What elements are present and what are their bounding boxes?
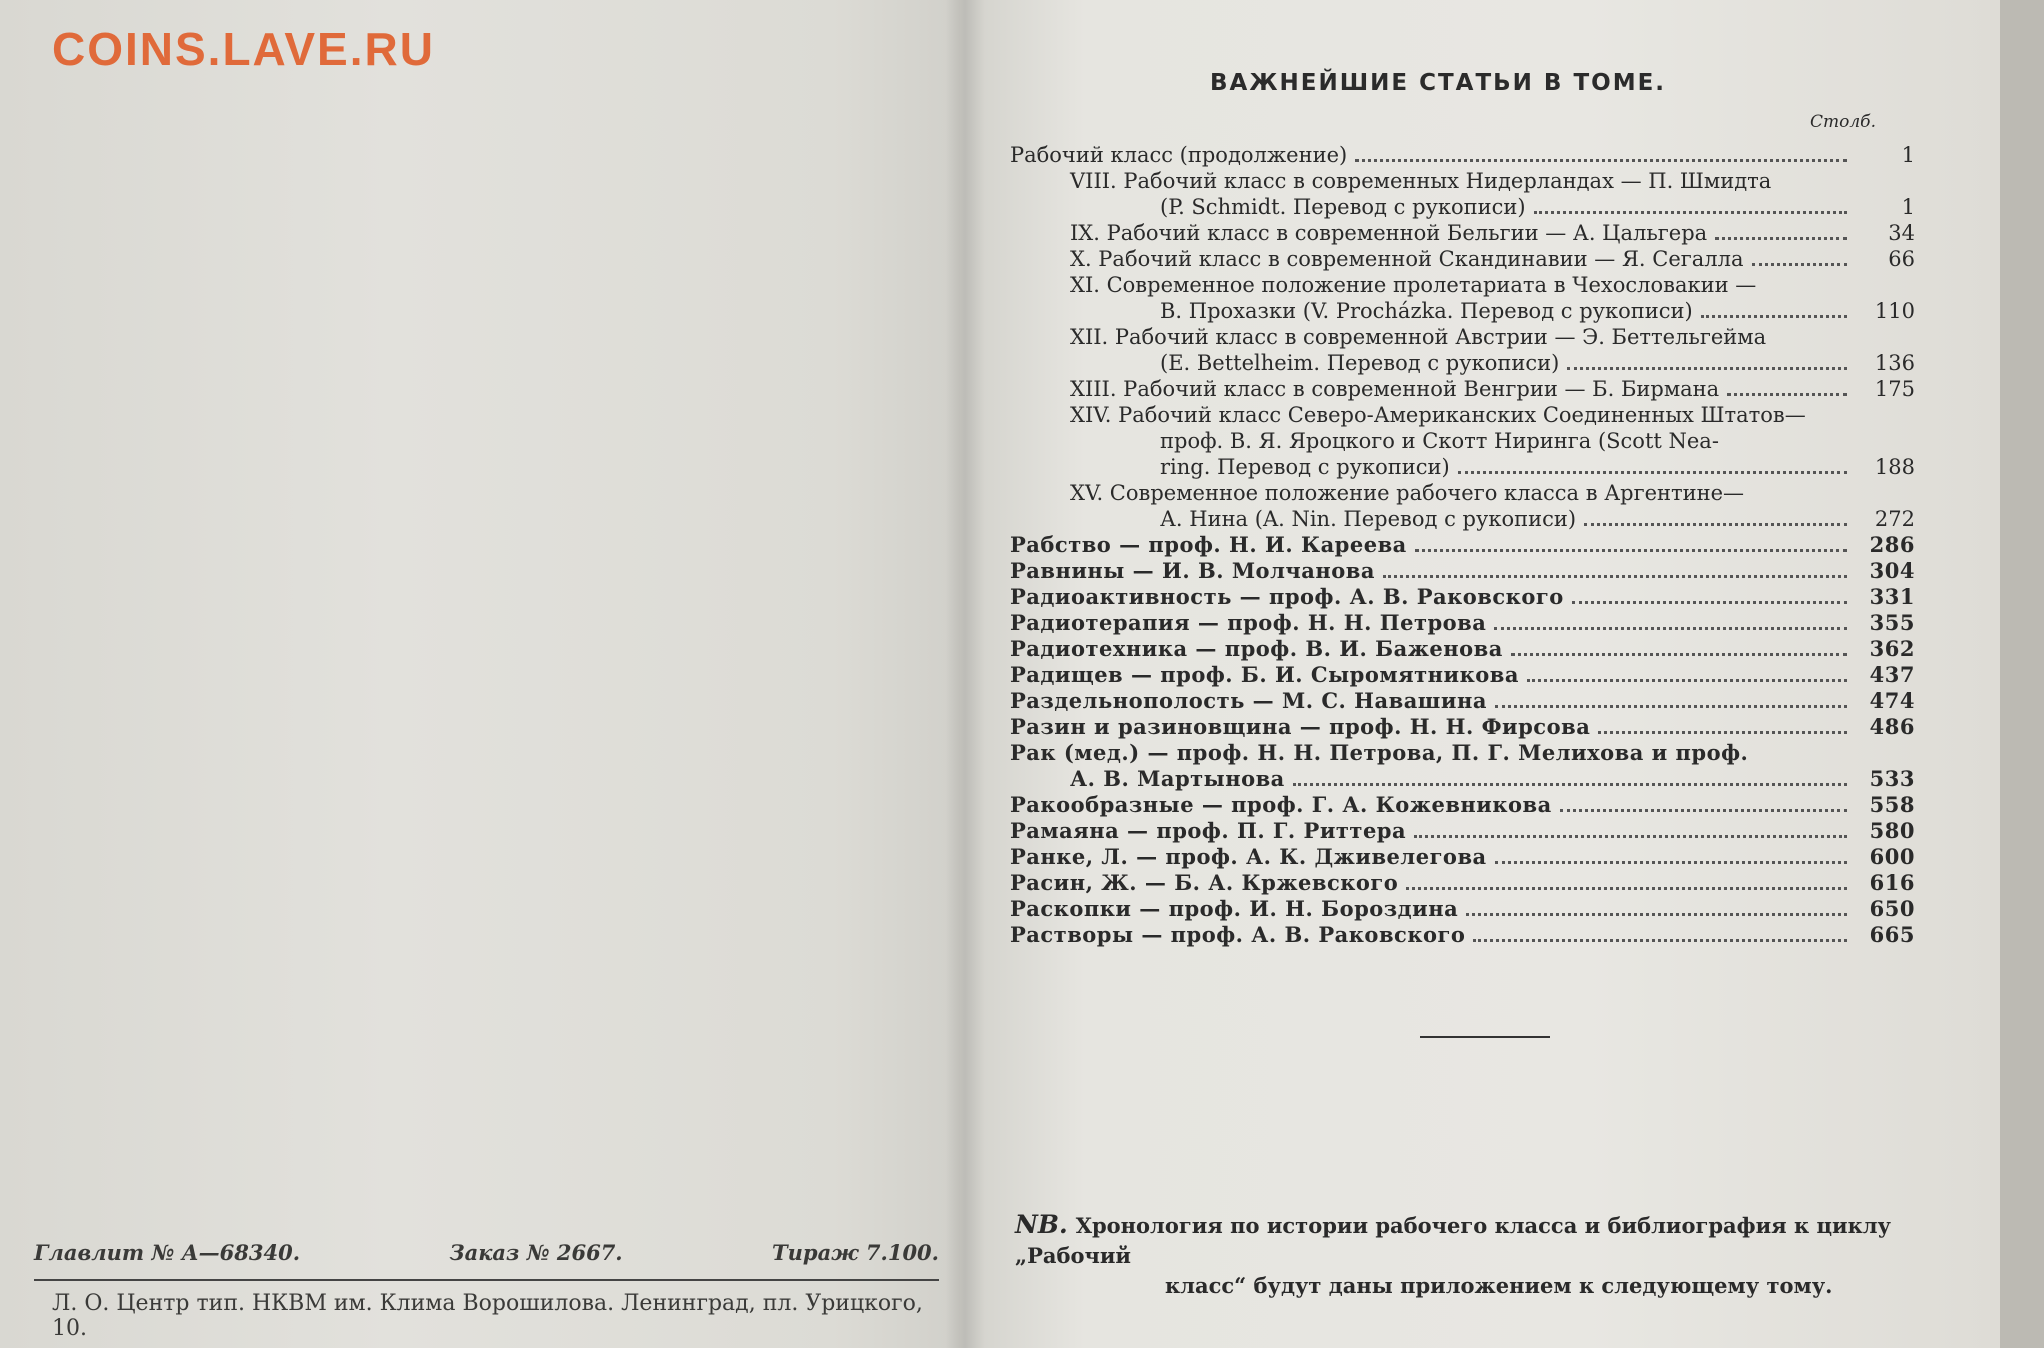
toc-entry-column: 1	[1901, 143, 1915, 167]
leader-dots	[1406, 886, 1847, 890]
toc-entry-text: VIII. Рабочий класс в современных Нидерландах — П. Шмидта	[1070, 169, 1772, 193]
toc-entry	[1010, 454, 1915, 480]
footnote	[1015, 1210, 1940, 1301]
leader-dots	[1584, 522, 1847, 526]
toc-entry	[1010, 870, 1915, 896]
toc-entry-column: 34	[1888, 221, 1915, 245]
toc-entry-column: 331	[1869, 584, 1915, 609]
leader-dots	[1715, 236, 1847, 240]
toc-entry	[1010, 246, 1915, 272]
toc-entry	[1010, 636, 1915, 662]
leader-dots	[1293, 782, 1847, 786]
toc-entry-text: Рамаяна — проф. П. Г. Риттера	[1010, 818, 1407, 843]
toc-entry-text: А. В. Мартынова	[1070, 766, 1285, 791]
toc-entry-text: (E. Bettelheim. Перевод с рукописи)	[1160, 351, 1560, 375]
toc-entry-text: IX. Рабочий класс в современной Бельгии — А. Цальгера	[1070, 221, 1708, 245]
leader-dots	[1701, 314, 1847, 318]
toc-entry	[1010, 532, 1915, 558]
toc-entry	[1010, 558, 1915, 584]
toc-entry	[1010, 272, 1915, 298]
toc-entry-column: 533	[1869, 766, 1915, 791]
toc-entry-column: 580	[1869, 818, 1915, 843]
watermark: COINS.LAVE.RU	[52, 23, 435, 75]
toc-entry	[1010, 194, 1915, 220]
toc-entry-column: 272	[1874, 507, 1915, 531]
left-page	[0, 0, 980, 1348]
toc-entry-column: 437	[1869, 662, 1915, 687]
toc-entry	[1010, 844, 1915, 870]
leader-dots	[1494, 626, 1847, 630]
toc-entry-column: 600	[1869, 844, 1915, 869]
toc-entry	[1010, 740, 1915, 766]
toc-entry-column: 616	[1869, 870, 1915, 895]
toc-entry-text: Расин, Ж. — Б. А. Кржевского	[1010, 870, 1399, 895]
toc-entry-text: проф. В. Я. Яроцкого и Скотт Ниринга (Scott Nea-	[1160, 429, 1719, 453]
toc-entry-text: А. Нина (A. Nin. Перевод с рукописи)	[1160, 507, 1577, 531]
toc-entry-column: 286	[1869, 532, 1915, 557]
toc-entry-text: Ракообразные — проф. Г. А. Кожевникова	[1010, 792, 1552, 817]
toc-entry-column: 110	[1874, 299, 1915, 323]
toc-entry	[1010, 324, 1915, 350]
column-header: Столб.	[1810, 112, 1876, 132]
toc-entry-text: Радиотехника — проф. В. И. Баженова	[1010, 636, 1503, 661]
glavlit-number: Главлит № А—68340.	[34, 1240, 301, 1265]
toc-entry	[1010, 766, 1915, 792]
leader-dots	[1415, 548, 1847, 552]
toc-entry	[1010, 298, 1915, 324]
toc-entry-text: ring. Перевод с рукописи)	[1160, 455, 1450, 479]
toc-entry-column: 188	[1874, 455, 1915, 479]
toc-entry-text: Раскопки — проф. И. Н. Бороздина	[1010, 896, 1459, 921]
toc-entry-text: Рабство — проф. Н. И. Кареева	[1010, 532, 1407, 557]
leader-dots	[1752, 262, 1848, 266]
leader-dots	[1511, 652, 1847, 656]
toc-entry	[1010, 584, 1915, 610]
toc-entry-column: 665	[1869, 922, 1915, 947]
toc-entry	[1010, 818, 1915, 844]
leader-dots	[1534, 210, 1847, 214]
toc-entry-text: Радиотерапия — проф. Н. Н. Петрова	[1010, 610, 1487, 635]
footnote-text-1: Хронология по истории рабочего класса и библиография к циклу „Рабочий	[1015, 1213, 1891, 1268]
toc-entry	[1010, 376, 1915, 402]
toc-entry-text: Равнины — И. В. Молчанова	[1010, 558, 1375, 583]
printer-line: Л. О. Центр тип. НКВМ им. Клима Ворошилова. Ленинград, пл. Урицкого, 10.	[52, 1291, 923, 1341]
leader-dots	[1466, 912, 1847, 916]
leader-dots	[1560, 808, 1847, 812]
page-title: ВАЖНЕЙШИЕ СТАТЬИ В ТОМЕ.	[1210, 70, 1667, 96]
leader-dots	[1473, 938, 1847, 942]
toc-entry	[1010, 506, 1915, 532]
toc-entry	[1010, 922, 1915, 948]
toc-entry-text: Рабочий класс (продолжение)	[1010, 143, 1348, 167]
toc-entry-column: 355	[1869, 610, 1915, 635]
toc-entry	[1010, 896, 1915, 922]
section-divider	[1420, 1036, 1550, 1038]
toc-entry	[1010, 662, 1915, 688]
nota-bene-marker: NB.	[1015, 1210, 1068, 1239]
print-run: Тираж 7.100.	[772, 1240, 939, 1265]
toc-entry-column: 362	[1869, 636, 1915, 661]
toc-entry-column: 650	[1869, 896, 1915, 921]
footnote-line-1	[1015, 1210, 1940, 1271]
toc-entry-text: Радищев — проф. Б. И. Сыромятникова	[1010, 662, 1519, 687]
toc-entry-text: В. Прохазки (V. Procházka. Перевод с рукописи)	[1160, 299, 1693, 323]
toc-entry-text: XII. Рабочий класс в современной Австрии — Э. Беттельгейма	[1070, 325, 1767, 349]
toc-entry-text: Раздельнополость — М. С. Навашина	[1010, 688, 1487, 713]
page-edge	[2000, 0, 2044, 1348]
toc-entry	[1010, 714, 1915, 740]
book-gutter	[945, 0, 985, 1348]
leader-dots	[1727, 392, 1847, 396]
toc-entry	[1010, 428, 1915, 454]
toc-entry-text: Разин и разиновщина — проф. Н. Н. Фирсова	[1010, 714, 1591, 739]
imprint	[34, 1240, 939, 1341]
leader-dots	[1458, 470, 1847, 474]
toc-entry	[1010, 688, 1915, 714]
leader-dots	[1414, 834, 1847, 838]
toc-entry	[1010, 142, 1915, 168]
toc-entry-text: XIV. Рабочий класс Северо-Американских Соединенных Штатов—	[1070, 403, 1806, 427]
leader-dots	[1495, 860, 1847, 864]
imprint-divider	[34, 1279, 939, 1281]
leader-dots	[1572, 600, 1847, 604]
toc-entry-text: Радиоактивность — проф. А. В. Раковского	[1010, 584, 1564, 609]
leader-dots	[1383, 574, 1847, 578]
toc-entry-column: 1	[1901, 195, 1915, 219]
table-of-contents	[1010, 142, 1915, 948]
toc-entry-column: 175	[1874, 377, 1915, 401]
toc-entry	[1010, 168, 1915, 194]
toc-entry-text: Ранке, Л. — проф. А. К. Дживелегова	[1010, 844, 1487, 869]
toc-entry-text: XV. Современное положение рабочего класса в Аргентине—	[1070, 481, 1745, 505]
toc-entry-text: Растворы — проф. А. В. Раковского	[1010, 922, 1466, 947]
toc-entry-column: 474	[1869, 688, 1915, 713]
leader-dots	[1567, 366, 1847, 370]
order-number: Заказ № 2667.	[449, 1240, 623, 1265]
toc-entry	[1010, 480, 1915, 506]
toc-entry-column: 66	[1888, 247, 1915, 271]
toc-entry-text: (P. Schmidt. Перевод с рукописи)	[1160, 195, 1526, 219]
imprint-row	[34, 1240, 939, 1265]
toc-entry-text: XIII. Рабочий класс в современной Венгрии — Б. Бирмана	[1070, 377, 1720, 401]
toc-entry	[1010, 220, 1915, 246]
toc-entry-column: 304	[1869, 558, 1915, 583]
leader-dots	[1355, 158, 1847, 162]
toc-entry	[1010, 402, 1915, 428]
toc-entry-text: XI. Современное положение пролетариата в Чехословакии —	[1070, 273, 1757, 297]
footnote-text-2: класс“ будут даны приложением к следующему тому.	[1165, 1273, 1833, 1298]
leader-dots	[1598, 730, 1847, 734]
toc-entry-column: 558	[1869, 792, 1915, 817]
toc-entry	[1010, 610, 1915, 636]
toc-entry-column: 486	[1869, 714, 1915, 739]
toc-entry-text: Рак (мед.) — проф. Н. Н. Петрова, П. Г. Мелихова и проф.	[1010, 740, 1749, 765]
leader-dots	[1527, 678, 1847, 682]
toc-entry-text: X. Рабочий класс в современной Скандинавии — Я. Сегалла	[1070, 247, 1744, 271]
toc-entry-column: 136	[1874, 351, 1915, 375]
toc-entry	[1010, 350, 1915, 376]
toc-entry	[1010, 792, 1915, 818]
leader-dots	[1495, 704, 1847, 708]
